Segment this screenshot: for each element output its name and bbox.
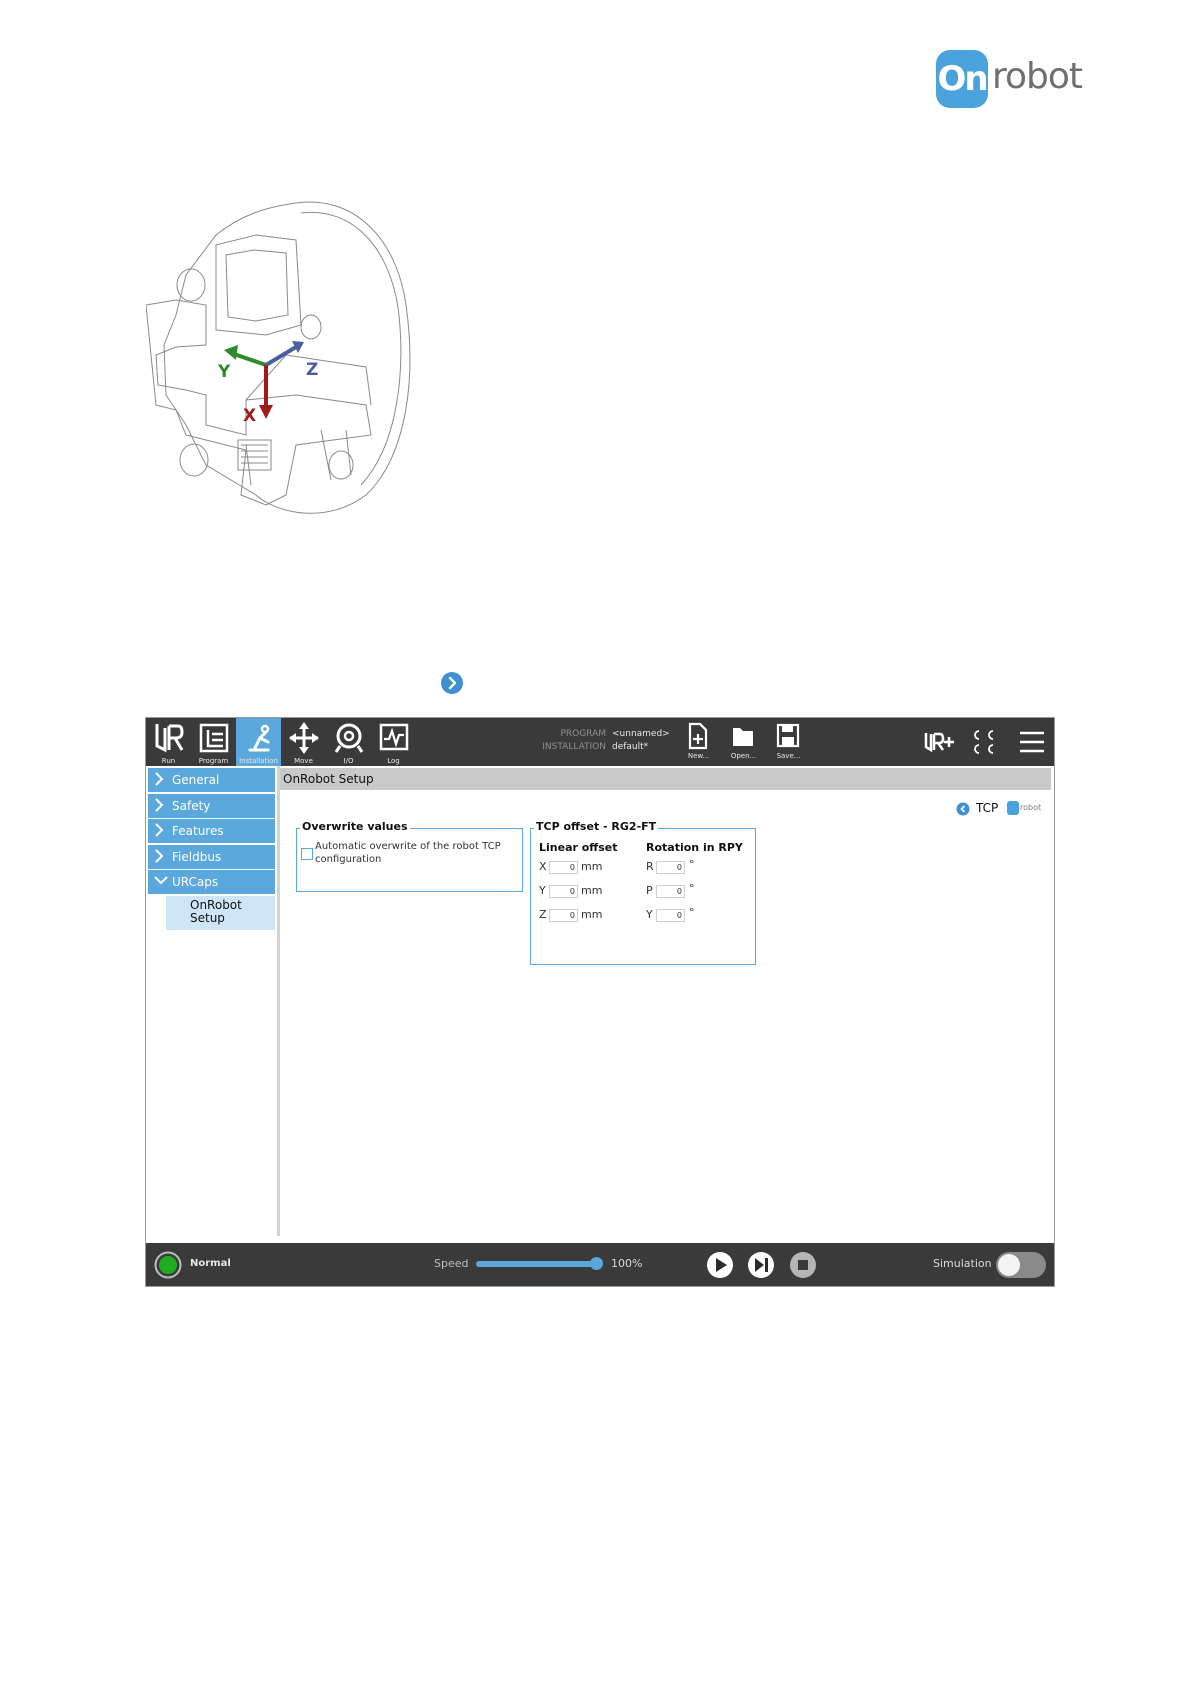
program-value: <unnamed>	[612, 729, 670, 739]
installation-value: default*	[612, 742, 649, 752]
sidebar-item-safety[interactable]	[148, 794, 275, 818]
program-icon	[199, 722, 229, 754]
sidebar-item-label: URCaps	[172, 875, 219, 889]
rotation-r-unit: °	[689, 858, 695, 871]
new-label: New...	[687, 752, 710, 760]
rotation-p-field[interactable]: 0	[656, 885, 685, 898]
chevron-right-icon	[154, 849, 164, 863]
tab-move[interactable]	[281, 718, 326, 766]
new-button[interactable]	[676, 718, 721, 766]
connection-status-icon[interactable]	[971, 727, 997, 757]
linear-z-field[interactable]: 0	[549, 909, 578, 922]
sidebar-item-fieldbus[interactable]	[148, 845, 275, 869]
tab-move-label: Move	[294, 757, 313, 765]
auto-overwrite-label	[315, 840, 501, 866]
sidebar-item-label: General	[172, 773, 220, 787]
open-label: Open...	[730, 752, 757, 760]
sidebar-item-urcaps[interactable]	[148, 870, 275, 894]
tab-program[interactable]	[191, 718, 236, 766]
chevron-down-icon	[154, 874, 168, 886]
tab-run[interactable]	[146, 718, 191, 766]
linear-x-unit: mm	[581, 860, 603, 873]
hamburger-menu-icon[interactable]	[1018, 730, 1046, 754]
io-icon	[334, 722, 364, 754]
ur-plus-icon[interactable]	[924, 731, 954, 753]
stop-icon[interactable]	[789, 1251, 817, 1279]
installation-icon	[244, 722, 274, 754]
chevron-right-icon	[154, 772, 164, 786]
robot-status-label: Normal	[190, 1258, 231, 1269]
auto-overwrite-label-line1: Automatic overwrite of the robot TCP	[315, 841, 501, 852]
overwrite-values-title: Overwrite values	[302, 820, 408, 833]
linear-z-unit: mm	[581, 908, 603, 921]
rotation-r-axis-label: R	[646, 860, 654, 873]
linear-y-axis-label: Y	[539, 884, 546, 897]
tcp-offset-title: TCP offset - RG2-FT	[536, 820, 657, 833]
tab-log-label: Log	[387, 757, 400, 765]
ur-logo-icon	[154, 722, 184, 754]
chevron-right-circle-icon	[440, 671, 464, 695]
tcp-offset-group	[530, 820, 756, 965]
tab-program-label: Program	[198, 757, 229, 765]
folder-icon	[731, 722, 755, 750]
chevron-left-circle-icon[interactable]	[956, 802, 970, 816]
rotation-y-unit: °	[689, 906, 695, 919]
save-icon	[776, 722, 800, 750]
rotation-p-unit: °	[689, 882, 695, 895]
polyscope-window	[145, 717, 1055, 1287]
gripper-flange-drawing	[146, 195, 436, 525]
tab-installation-label: Installation	[239, 757, 278, 765]
onrobot-logo	[936, 50, 1086, 110]
rotation-p-axis-label: P	[646, 884, 653, 897]
chevron-right-icon	[154, 823, 164, 837]
speed-slider-fill	[476, 1261, 596, 1267]
rotation-y-field[interactable]: 0	[656, 909, 685, 922]
top-toolbar	[146, 718, 1054, 766]
rotation-r-field[interactable]: 0	[656, 861, 685, 874]
linear-y-field[interactable]: 0	[549, 885, 578, 898]
simulation-label: Simulation	[933, 1257, 992, 1270]
auto-overwrite-label-line2: configuration	[315, 854, 382, 865]
logo-wordmark: robot	[992, 56, 1083, 97]
linear-y-unit: mm	[581, 884, 603, 897]
sidebar-item-label: Safety	[172, 799, 211, 813]
page-title: OnRobot Setup	[283, 772, 374, 786]
logo-badge: On	[936, 50, 988, 108]
linear-z-axis-label: Z	[539, 908, 547, 921]
play-icon[interactable]	[706, 1251, 734, 1279]
rotation-y-axis-label: Y	[646, 908, 653, 921]
save-button[interactable]	[766, 718, 811, 766]
step-icon[interactable]	[747, 1251, 775, 1279]
tab-installation[interactable]	[236, 718, 281, 766]
save-label: Save...	[776, 752, 801, 760]
simulation-toggle-knob	[998, 1254, 1020, 1276]
log-icon	[379, 722, 409, 754]
onrobot-mini-wordmark: robot	[1020, 803, 1042, 812]
tab-io[interactable]	[326, 718, 371, 766]
bottom-status-bar	[146, 1243, 1054, 1286]
sidebar-subitem-line1: OnRobot	[190, 898, 242, 912]
sidebar-item-label: Features	[172, 824, 224, 838]
rotation-rpy-title: Rotation in RPY	[646, 841, 743, 854]
linear-x-axis-label: X	[539, 860, 547, 873]
axis-label-y: Y	[218, 362, 231, 382]
installation-key: INSTALLATION	[542, 742, 606, 752]
tab-log[interactable]	[371, 718, 416, 766]
auto-overwrite-checkbox[interactable]	[301, 848, 313, 860]
linear-offset-title: Linear offset	[539, 841, 618, 854]
overwrite-values-group	[296, 820, 523, 892]
new-file-icon	[686, 722, 710, 750]
robot-status-indicator-icon[interactable]	[154, 1251, 182, 1279]
content-panel	[280, 766, 1051, 1236]
installation-sidebar	[146, 766, 280, 1236]
open-button[interactable]	[721, 718, 766, 766]
simulation-toggle[interactable]	[996, 1252, 1046, 1278]
axis-label-z: Z	[306, 360, 319, 380]
sidebar-item-label: Fieldbus	[172, 850, 222, 864]
axis-label-x: X	[243, 406, 257, 426]
sidebar-item-features[interactable]	[148, 819, 275, 843]
tab-run-label: Run	[161, 757, 176, 765]
tab-io-label: I/O	[343, 757, 354, 765]
onrobot-mini-logo-icon	[1007, 801, 1019, 815]
program-key: PROGRAM	[560, 729, 606, 739]
sidebar-subitem-onrobot-setup[interactable]	[166, 896, 275, 930]
chevron-right-icon	[154, 798, 164, 812]
sidebar-subitem-line2: Setup	[190, 911, 225, 925]
speed-label: Speed	[434, 1257, 469, 1270]
content-header	[280, 768, 1051, 790]
linear-x-field[interactable]: 0	[549, 861, 578, 874]
speed-slider-handle[interactable]	[590, 1257, 603, 1270]
speed-slider[interactable]	[476, 1261, 596, 1267]
move-icon	[289, 722, 319, 754]
speed-value: 100%	[611, 1257, 643, 1270]
tcp-nav-label[interactable]: TCP	[976, 801, 999, 815]
sidebar-item-general[interactable]	[148, 768, 275, 792]
